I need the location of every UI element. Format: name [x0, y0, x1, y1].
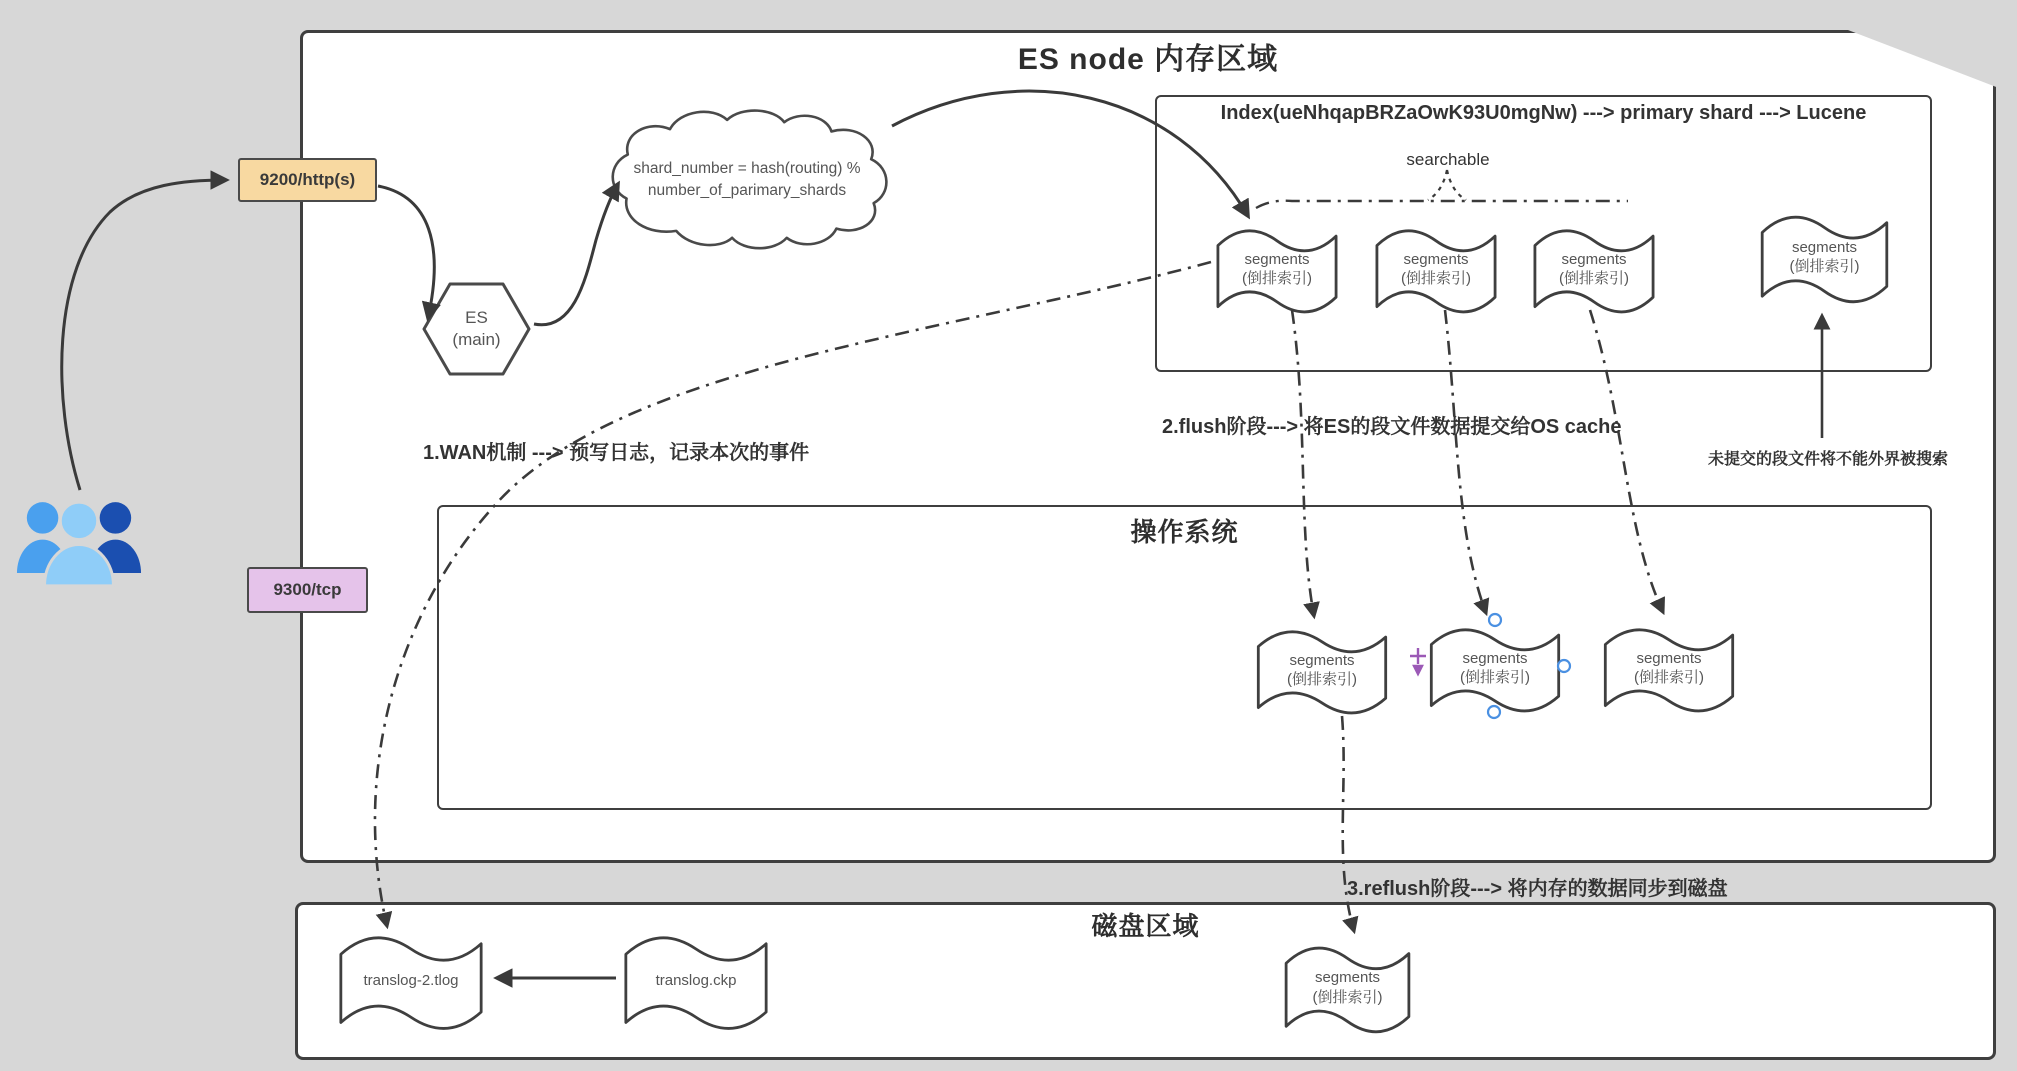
translog-ckp-label: translog.ckp [655, 971, 737, 989]
index-box-title: Index(ueNhqapBRZaOwK93U0mgNw) ---> primary shard ---> Lucene [1220, 102, 1867, 124]
translog-tlog-node[interactable] [335, 928, 487, 1033]
es-hexagon-line2: (main) [452, 330, 501, 349]
segments-label: segments [1462, 649, 1528, 667]
port-9200-label: 9200/http(s) [259, 170, 356, 189]
segments-node-index-3[interactable] [1530, 222, 1658, 316]
users-icon [15, 492, 143, 596]
segments-node-uncommitted[interactable] [1757, 208, 1892, 306]
segments-sublabel: (倒排索引) [1242, 270, 1312, 287]
segments-label: segments [1244, 250, 1310, 268]
segments-sublabel: (倒排索引) [1401, 270, 1471, 287]
segments-node-os-1[interactable] [1253, 623, 1391, 717]
port-9200-http[interactable] [238, 158, 377, 202]
segments-sublabel: (倒排索引) [1287, 671, 1357, 688]
port-9300-tcp[interactable] [247, 567, 368, 613]
memory-region-title: ES node 内存区域 [1017, 43, 1279, 76]
arrow-users-to-9200 [62, 180, 226, 490]
segments-label: segments [1561, 250, 1627, 268]
segments-label: segments [1314, 969, 1381, 986]
translog-ckp-node[interactable] [620, 928, 772, 1033]
segments-node-index-1[interactable] [1213, 222, 1341, 316]
note-wan: 1.WAN机制 ---> 预写日志，记录本次的事件 [423, 442, 810, 464]
cloud-line1: shard_number = hash(routing) % [633, 159, 861, 177]
cloud-line2: number_of_parimary_shards [647, 182, 847, 199]
searchable-label: searchable [1406, 150, 1490, 169]
routing-cloud[interactable] [598, 106, 896, 254]
os-region-title: 操作系统 [1130, 517, 1239, 547]
segments-node-os-3[interactable] [1600, 621, 1738, 715]
segments-label: segments [1791, 238, 1858, 256]
segments-sublabel: (倒排索引) [1312, 988, 1383, 1006]
note-flush: 2.flush阶段---> 将ES的段文件数据提交给OS cache [1162, 416, 1622, 438]
note-reflush: 3.reflush阶段---> 将内存的数据同步到磁盘 [1347, 878, 1728, 900]
segments-node-os-2-selected[interactable] [1426, 621, 1564, 715]
segments-sublabel: (倒排索引) [1634, 669, 1704, 686]
disk-region-title: 磁盘区域 [1091, 911, 1200, 941]
segments-sublabel: (倒排索引) [1789, 258, 1860, 275]
port-9300-label: 9300/tcp [273, 580, 342, 599]
segments-label: segments [1289, 651, 1355, 669]
es-main-hexagon[interactable] [420, 280, 533, 378]
segments-node-disk[interactable] [1281, 939, 1414, 1036]
note-uncommitted: 未提交的段文件将不能外界被搜索 [1707, 451, 1948, 468]
es-hexagon-line1: ES [465, 307, 488, 327]
segments-sublabel: (倒排索引) [1460, 669, 1530, 686]
translog-tlog-label: translog-2.tlog [363, 971, 459, 989]
segments-node-index-2[interactable] [1372, 222, 1500, 316]
segments-label: segments [1636, 649, 1702, 667]
segments-label: segments [1403, 250, 1469, 268]
segments-sublabel: (倒排索引) [1559, 270, 1629, 287]
